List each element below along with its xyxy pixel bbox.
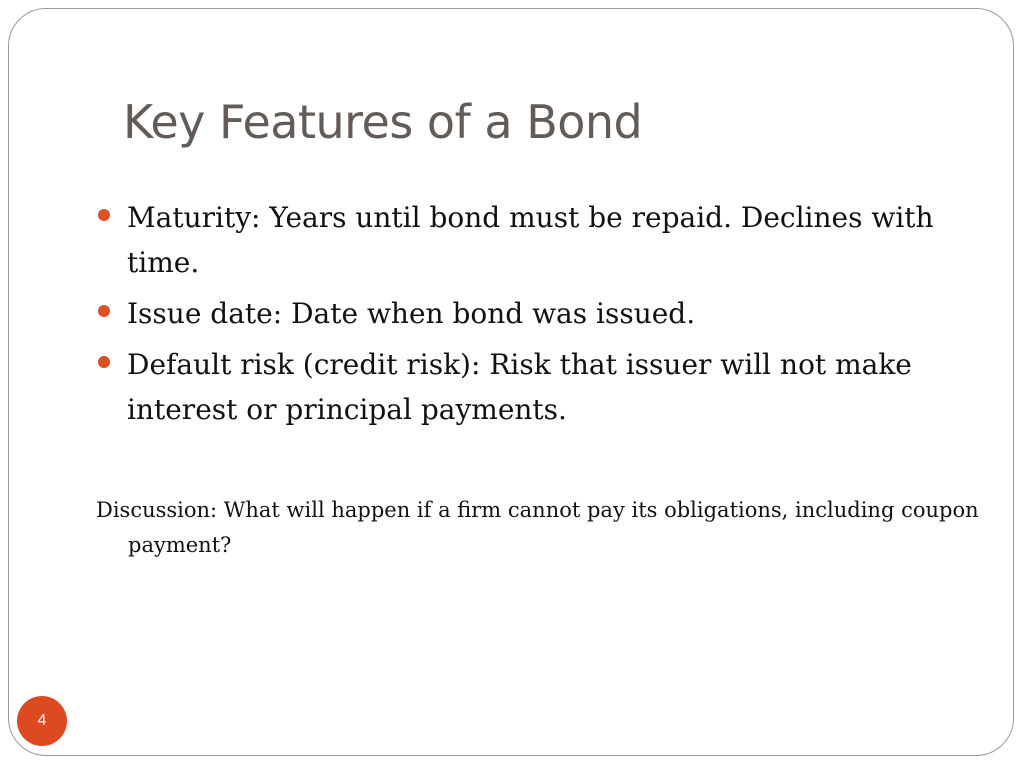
- bullet-item-issue-date: [95, 291, 935, 336]
- page-number-badge: 4: [17, 696, 67, 746]
- bullet-dot-icon: [98, 305, 110, 317]
- slide-title: Key Features of a Bond: [123, 95, 643, 149]
- bullet-item-default-risk: [95, 342, 935, 432]
- bullet-item-maturity: [95, 195, 935, 285]
- bullet-dot-icon: [98, 356, 110, 368]
- bullet-list: [95, 195, 935, 438]
- bullet-text: Default risk (credit risk): Risk that issuer will not make interest or principal payments.: [127, 348, 912, 426]
- discussion-text: Discussion: What will happen if a firm cannot pay its obligations, including coupon payment?: [96, 498, 979, 557]
- slide: [8, 8, 1014, 756]
- bullet-text: Issue date: Date when bond was issued.: [127, 297, 696, 330]
- bullet-dot-icon: [98, 209, 110, 221]
- bullet-text: Maturity: Years until bond must be repaid. Declines with time.: [127, 201, 934, 279]
